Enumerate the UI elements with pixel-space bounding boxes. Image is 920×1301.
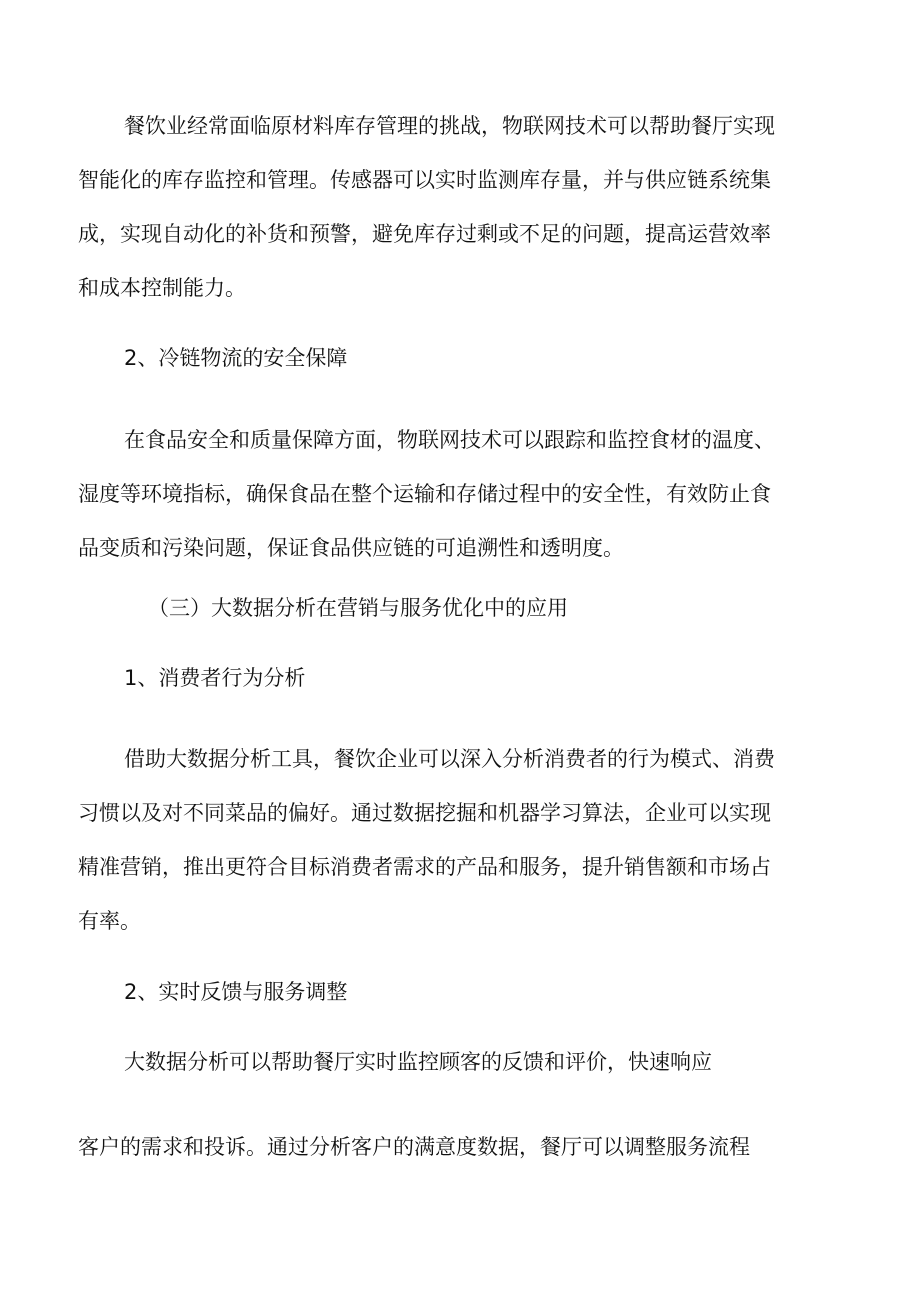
section-heading-big-data: （三）大数据分析在营销与服务优化中的应用	[148, 596, 568, 620]
paragraph-food-safety-line-3: 品变质和污染问题，保证食品供应链的可追溯性和透明度。	[78, 536, 624, 560]
paragraph-feedback-line-1: 大数据分析可以帮助餐厅实时监控顾客的反馈和评价，快速响应	[124, 1050, 712, 1074]
paragraph-consumer-line-4: 有率。	[78, 909, 141, 933]
heading-cold-chain: 2、冷链物流的安全保障	[124, 346, 348, 370]
paragraph-food-safety-line-2: 湿度等环境指标，确保食品在整个运输和存储过程中的安全性，有效防止食	[78, 482, 771, 506]
paragraph-inventory-line-4: 和成本控制能力。	[78, 276, 246, 300]
paragraph-consumer-line-3: 精准营销，推出更符合目标消费者需求的产品和服务，提升销售额和市场占	[78, 855, 771, 879]
paragraph-inventory-line-1: 餐饮业经常面临原材料库存管理的挑战，物联网技术可以帮助餐厅实现	[124, 114, 775, 138]
heading-realtime-feedback: 2、实时反馈与服务调整	[124, 980, 348, 1004]
paragraph-consumer-line-1: 借助大数据分析工具，餐饮企业可以深入分析消费者的行为模式、消费	[124, 747, 775, 771]
paragraph-food-safety-line-1: 在食品安全和质量保障方面，物联网技术可以跟踪和监控食材的温度、	[124, 428, 775, 452]
paragraph-consumer-line-2: 习惯以及对不同菜品的偏好。通过数据挖掘和机器学习算法，企业可以实现	[78, 801, 771, 825]
heading-consumer-behavior: 1、消费者行为分析	[124, 666, 306, 690]
paragraph-inventory-line-2: 智能化的库存监控和管理。传感器可以实时监测库存量，并与供应链系统集	[78, 168, 771, 192]
paragraph-feedback-line-2: 客户的需求和投诉。通过分析客户的满意度数据，餐厅可以调整服务流程	[78, 1135, 750, 1159]
paragraph-inventory-line-3: 成，实现自动化的补货和预警，避免库存过剩或不足的问题，提高运营效率	[78, 222, 771, 246]
